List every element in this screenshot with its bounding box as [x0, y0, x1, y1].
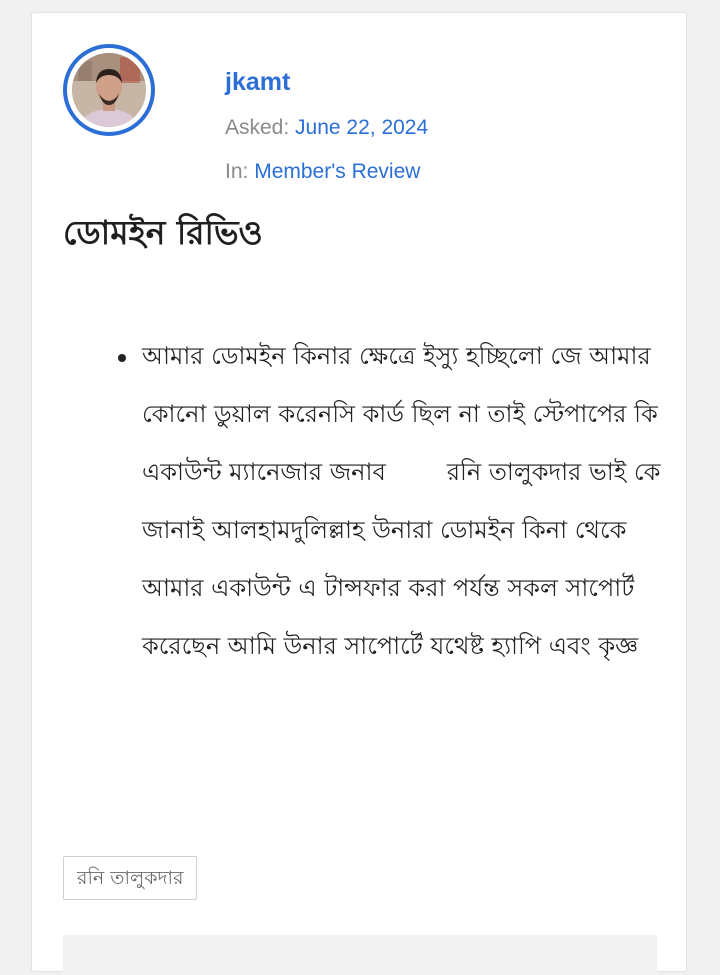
body-text: আমার ডোমইন কিনার ক্ষেত্রে ইস্যু হচ্ছিলো জে আমার কোনো ডুয়াল করেনসি কার্ড ছিল না তাই স্টেপাপের কি একাউন্ট ম্যানেজার জনাব রনি তালুকদার ভাই কে জানাই আলহামদুলিল্লাহ উনারা ডোমইন কিনা থেকে আমার একাউন্ট এ টান্সফার করা পর্যন্ত সকল সাপোর্ট করেছেন আমি উনার সাপোর্টে যথেষ্ট হ্যাপি এবং কৃজ্ঞ [142, 342, 669, 660]
avatar-photo [72, 53, 146, 127]
question-body [142, 327, 672, 675]
asked-meta [225, 116, 428, 140]
question-title: ডোমইন রিভিও [63, 213, 263, 252]
category-meta [225, 160, 420, 184]
body-list-item [142, 327, 672, 675]
author-avatar[interactable] [63, 44, 155, 136]
asked-date: June 22, 2024 [295, 116, 429, 139]
question-tag[interactable]: রনি তালুকদার [63, 856, 197, 900]
author-name[interactable]: jkamt [225, 68, 291, 96]
in-label: In: [225, 160, 249, 183]
asked-label: Asked: [225, 116, 290, 139]
bullet-icon [118, 354, 126, 362]
answer-area[interactable] [63, 935, 657, 975]
category-link[interactable]: Member's Review [254, 160, 421, 183]
question-card [31, 12, 687, 972]
